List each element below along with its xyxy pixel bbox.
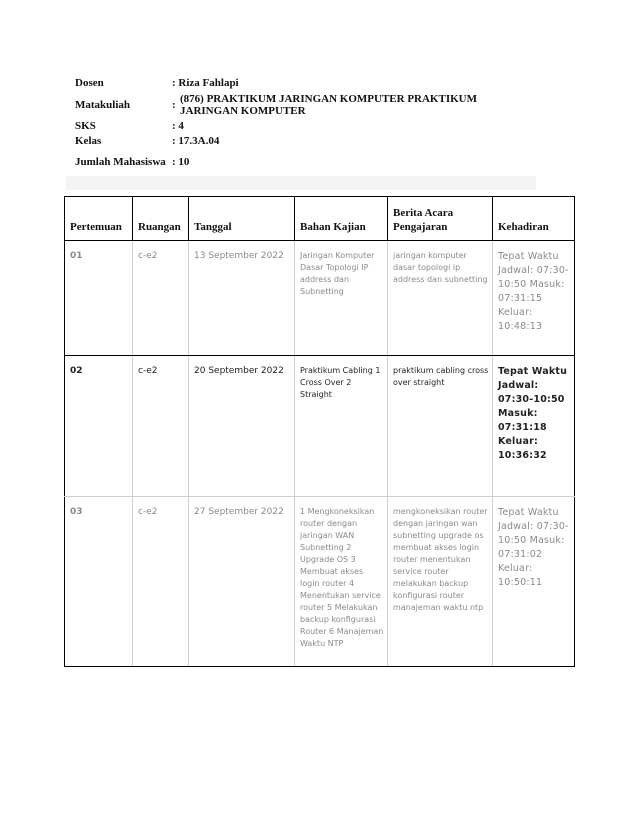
cell-berita-acara: jaringan komputer dasar topologi ip address dan subnetting — [388, 241, 493, 356]
jumlah-label: Jumlah Mahasiswa — [75, 156, 166, 168]
cell-tanggal: 27 September 2022 — [189, 497, 295, 667]
cell-kehadiran: Tepat Waktu Jadwal: 07:30-10:50 Masuk: 07:31:02 Keluar: 10:50:11 — [493, 497, 575, 667]
header-kehadiran: Kehadiran — [493, 197, 575, 241]
attendance-table — [64, 196, 575, 667]
cell-pertemuan: 03 — [65, 497, 133, 667]
cell-ruangan: c-e2 — [133, 241, 189, 356]
table-row — [65, 241, 575, 356]
header-pertemuan: Pertemuan — [65, 197, 133, 241]
matakuliah-value: (876) PRAKTIKUM JARINGAN KOMPUTER PRAKTIKUM JARINGAN KOMPUTER — [180, 93, 477, 117]
header-berita-acara: Berita Acara Pengajaran — [388, 197, 493, 241]
cell-bahan-kajian: Jaringan Komputer Dasar Topologi IP address dan Subnetting — [295, 241, 388, 356]
cell-kehadiran: Tepat Waktu Jadwal: 07:30-10:50 Masuk: 07:31:18 Keluar: 10:36:32 — [493, 356, 575, 497]
header-tanggal: Tanggal — [189, 197, 295, 241]
cell-ruangan: c-e2 — [133, 356, 189, 497]
sks-label: SKS — [75, 120, 96, 132]
table-row — [65, 497, 575, 667]
cell-kehadiran: Tepat Waktu Jadwal: 07:30-10:50 Masuk: 07:31:15 Keluar: 10:48:13 — [493, 241, 575, 356]
jumlah-value: : 10 — [172, 156, 190, 168]
cell-tanggal: 20 September 2022 — [189, 356, 295, 497]
matakuliah-label: Matakuliah — [75, 99, 131, 111]
cell-ruangan: c-e2 — [133, 497, 189, 667]
cell-pertemuan: 02 — [65, 356, 133, 497]
kelas-label: Kelas — [75, 134, 102, 147]
cell-bahan-kajian: 1 Mengkoneksikan router dengan jaringan WAN Subnetting 2 Upgrade OS 3 Membuat akses login router 4 Menentukan service router 5 Melakukan backup konfigurasi Router 6 Manajeman Waktu NTP — [295, 497, 388, 667]
kelas-value: : 17.3A.04 — [172, 134, 220, 147]
sks-value: : 4 — [172, 120, 184, 132]
cell-berita-acara: mengkoneksikan router dengan jaringan wan subnetting upgrade os membuat akses login router menentukan service router melakukan backup konfigurasi router manajeman waktu ntp — [388, 497, 493, 667]
table-row — [65, 356, 575, 497]
cell-bahan-kajian: Praktikum Cabling 1 Cross Over 2 Straight — [295, 356, 388, 497]
dosen-label: Dosen — [75, 77, 104, 89]
shaded-band — [66, 176, 536, 190]
header-bahan-kajian: Bahan Kajian — [295, 197, 388, 241]
dosen-value: : Riza Fahlapi — [172, 77, 239, 89]
cell-berita-acara: praktikum cabling cross over straight — [388, 356, 493, 497]
cell-pertemuan: 01 — [65, 241, 133, 356]
course-info: Dosen : Riza Fahlapi Matakuliah : (876) PRAKTIKUM JARINGAN KOMPUTER PRAKTIKUM JARINGAN KOMPUTER SKS : 4 Kelas : 17.3A.04 Jumlah Mahasiswa : 10 — [75, 75, 535, 176]
header-ruangan: Ruangan — [133, 197, 189, 241]
cell-tanggal: 13 September 2022 — [189, 241, 295, 356]
table-header-row — [65, 197, 575, 241]
